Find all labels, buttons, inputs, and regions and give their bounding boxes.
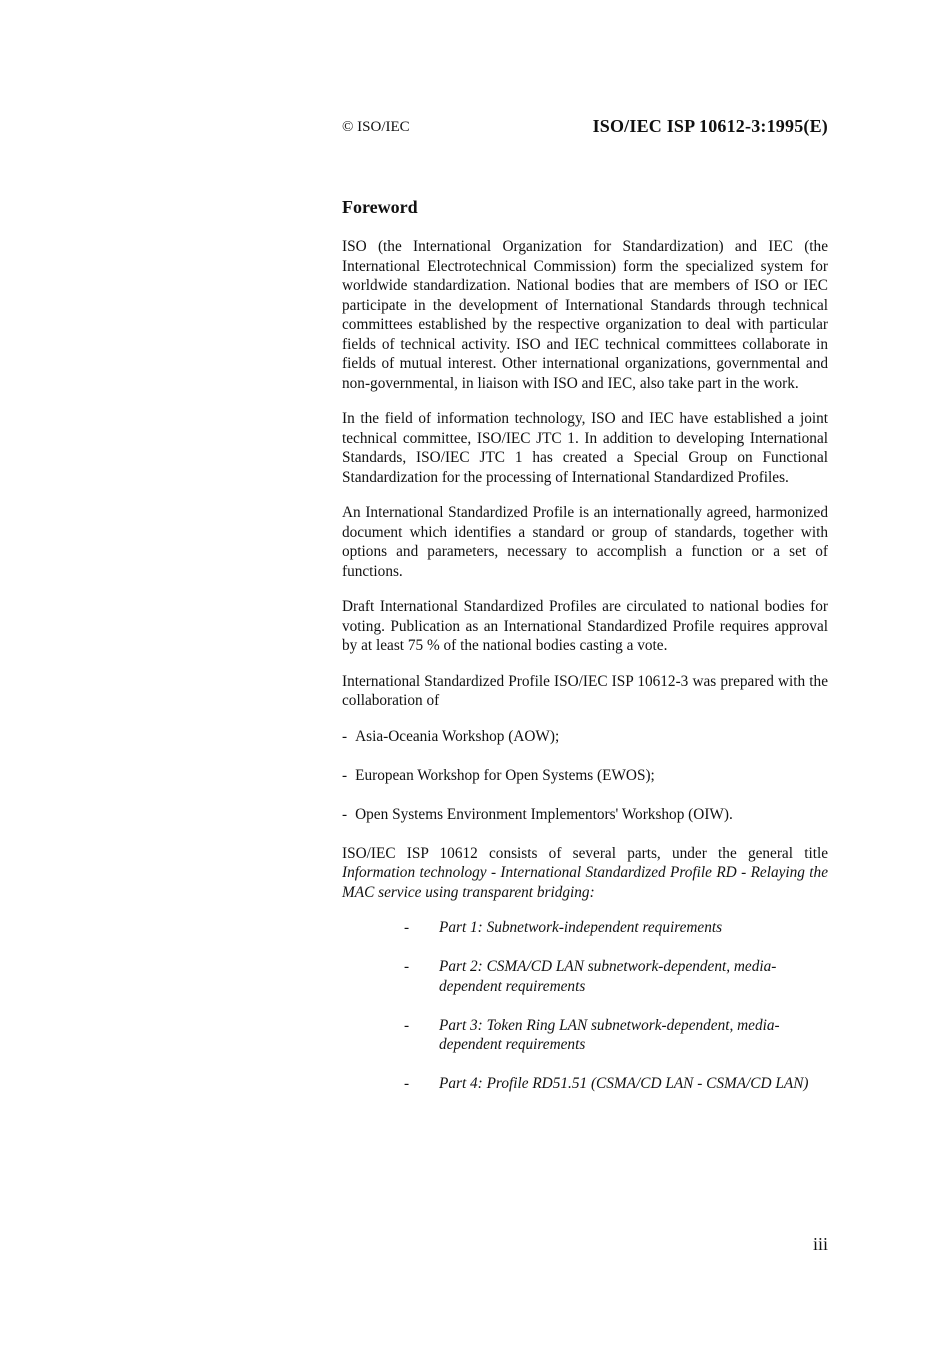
list-item: - Part 4: Profile RD51.51 (CSMA/CD LAN - CSMA/CD LAN) <box>404 1075 809 1092</box>
page-number: iii <box>812 1234 828 1254</box>
foreword-body <box>342 237 828 1113</box>
document-identifier: ISO/IEC ISP 10612-3:1995(E) <box>592 116 828 136</box>
paragraph-jtc1: In the field of information technology, ISO and IEC have established a joint technical committee, ISO/IEC JTC 1. In addition to developing International Standards, ISO/IEC JTC 1 has created a Special Group on Functional Standardization for the processing of International Standardized Profiles. <box>342 410 828 486</box>
page-header <box>342 116 828 140</box>
list-item: - Asia-Oceania Workshop (AOW); <box>342 727 560 745</box>
paragraph-isp-definition: An International Standardized Profile is an internationally agreed, harmonized document which identifies a standard or group of standards, together with options and parameters, necessary to accomplish a function or a set of functions. <box>342 504 828 580</box>
parts-list <box>342 918 828 1094</box>
list-item: - Part 1: Subnetwork-independent requirements <box>404 919 723 936</box>
list-item: - European Workshop for Open Systems (EWOS); <box>342 766 655 784</box>
paragraph-voting: Draft International Standardized Profiles are circulated to national bodies for voting. Publication as an International Standardized Profile requires approval by at least 75 % of the national bodies casting a vote. <box>342 598 828 654</box>
list-item: - Part 3: Token Ring LAN subnetwork-dependent, media-dependent requirements <box>404 1016 780 1053</box>
list-item: - Open Systems Environment Implementors' Workshop (OIW). <box>342 805 733 823</box>
copyright-label: © ISO/IEC <box>342 119 410 135</box>
list-item: - Part 2: CSMA/CD LAN subnetwork-dependent, media-dependent requirements <box>404 958 777 995</box>
paragraph-iso-iec: ISO (the International Organization for Standardization) and IEC (the International Electrotechnical Commission) form the specialized system for worldwide standardization. National bodies that are members of ISO or IEC participate in the development of International Standards through technical committees established by the respective organization to deal with particular fields of technical activity. ISO and IEC technical committees collaborate in fields of mutual interest. Other international organizations, governmental and non-governmental, in liaison with ISO and IEC, also take part in the work. <box>342 238 828 392</box>
paragraph-parts-intro: ISO/IEC ISP 10612 consists of several parts, under the general title Information technology - International Standardized Profile RD - Relaying the MAC service using transparent bridging: <box>342 844 828 901</box>
section-title: Foreword <box>342 197 418 217</box>
paragraph-collaboration: International Standardized Profile ISO/IEC ISP 10612-3 was prepared with the collaboration of <box>342 672 828 709</box>
workshop-list <box>342 727 828 825</box>
general-title: Information technology - International Standardized Profile RD - Relaying the MAC service using transparent bridging: <box>342 864 828 901</box>
